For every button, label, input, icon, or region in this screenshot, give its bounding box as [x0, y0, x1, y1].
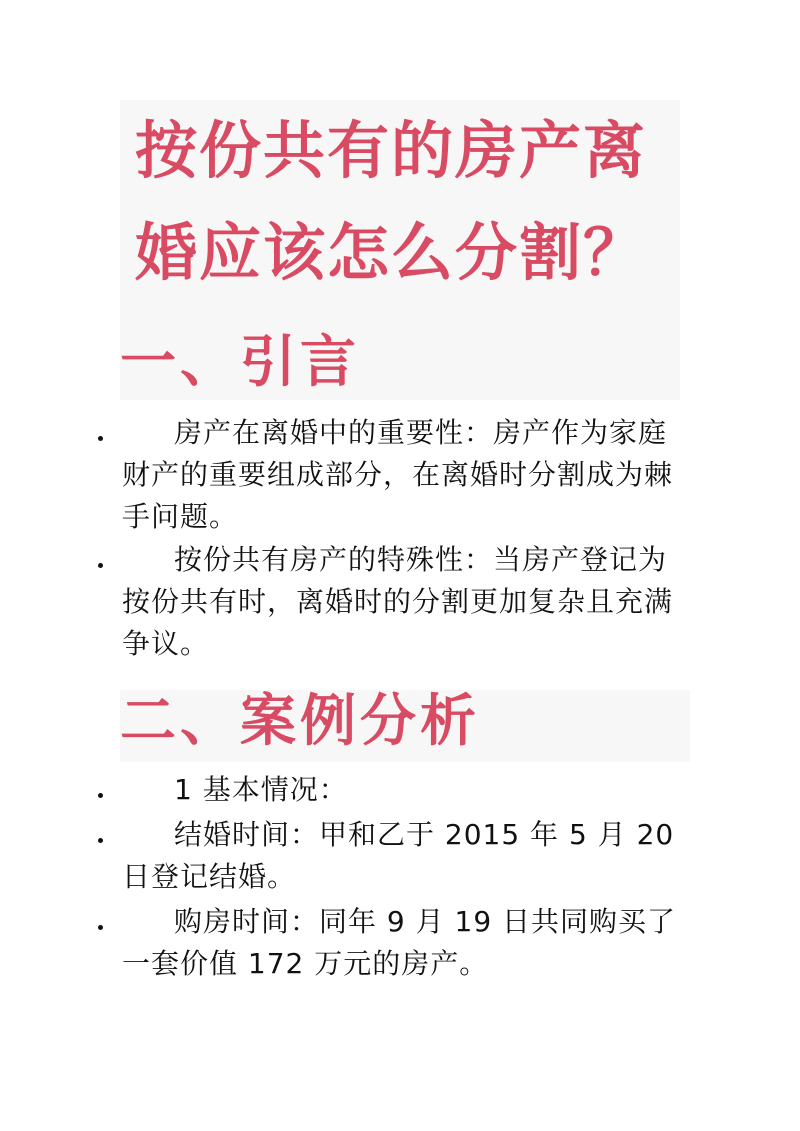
document-title-line-1: 按份共有的房产离 — [135, 114, 648, 187]
bullet-icon — [98, 838, 103, 843]
bullet-icon — [98, 793, 103, 798]
bullet-text: 按份共有房产的特殊性：当房产登记为按份共有时，离婚时的分割更加复杂且充满争议。 — [122, 543, 674, 660]
bullet-text: 结婚时间：甲和乙于 2015 年 5 月 20 日登记结婚。 — [122, 818, 675, 893]
bullet-icon — [98, 436, 103, 441]
bullet-text: 房产在离婚中的重要性：房产作为家庭财产的重要组成部分，在离婚时分割成为棘手问题。 — [122, 416, 674, 533]
bullet-icon — [98, 925, 103, 930]
section-heading-case-analysis: 二、案例分析 — [120, 690, 690, 762]
bullet-text: 购房时间：同年 9 月 19 日共同购买了一套价值 172 万元的房产。 — [122, 905, 677, 980]
section-heading-introduction: 一、引言 — [120, 330, 360, 395]
bullet-text: 1 基本情况： — [174, 773, 348, 806]
bullet-icon — [98, 563, 103, 568]
document-title-line-2: 婚应该怎么分割？ — [135, 216, 648, 289]
